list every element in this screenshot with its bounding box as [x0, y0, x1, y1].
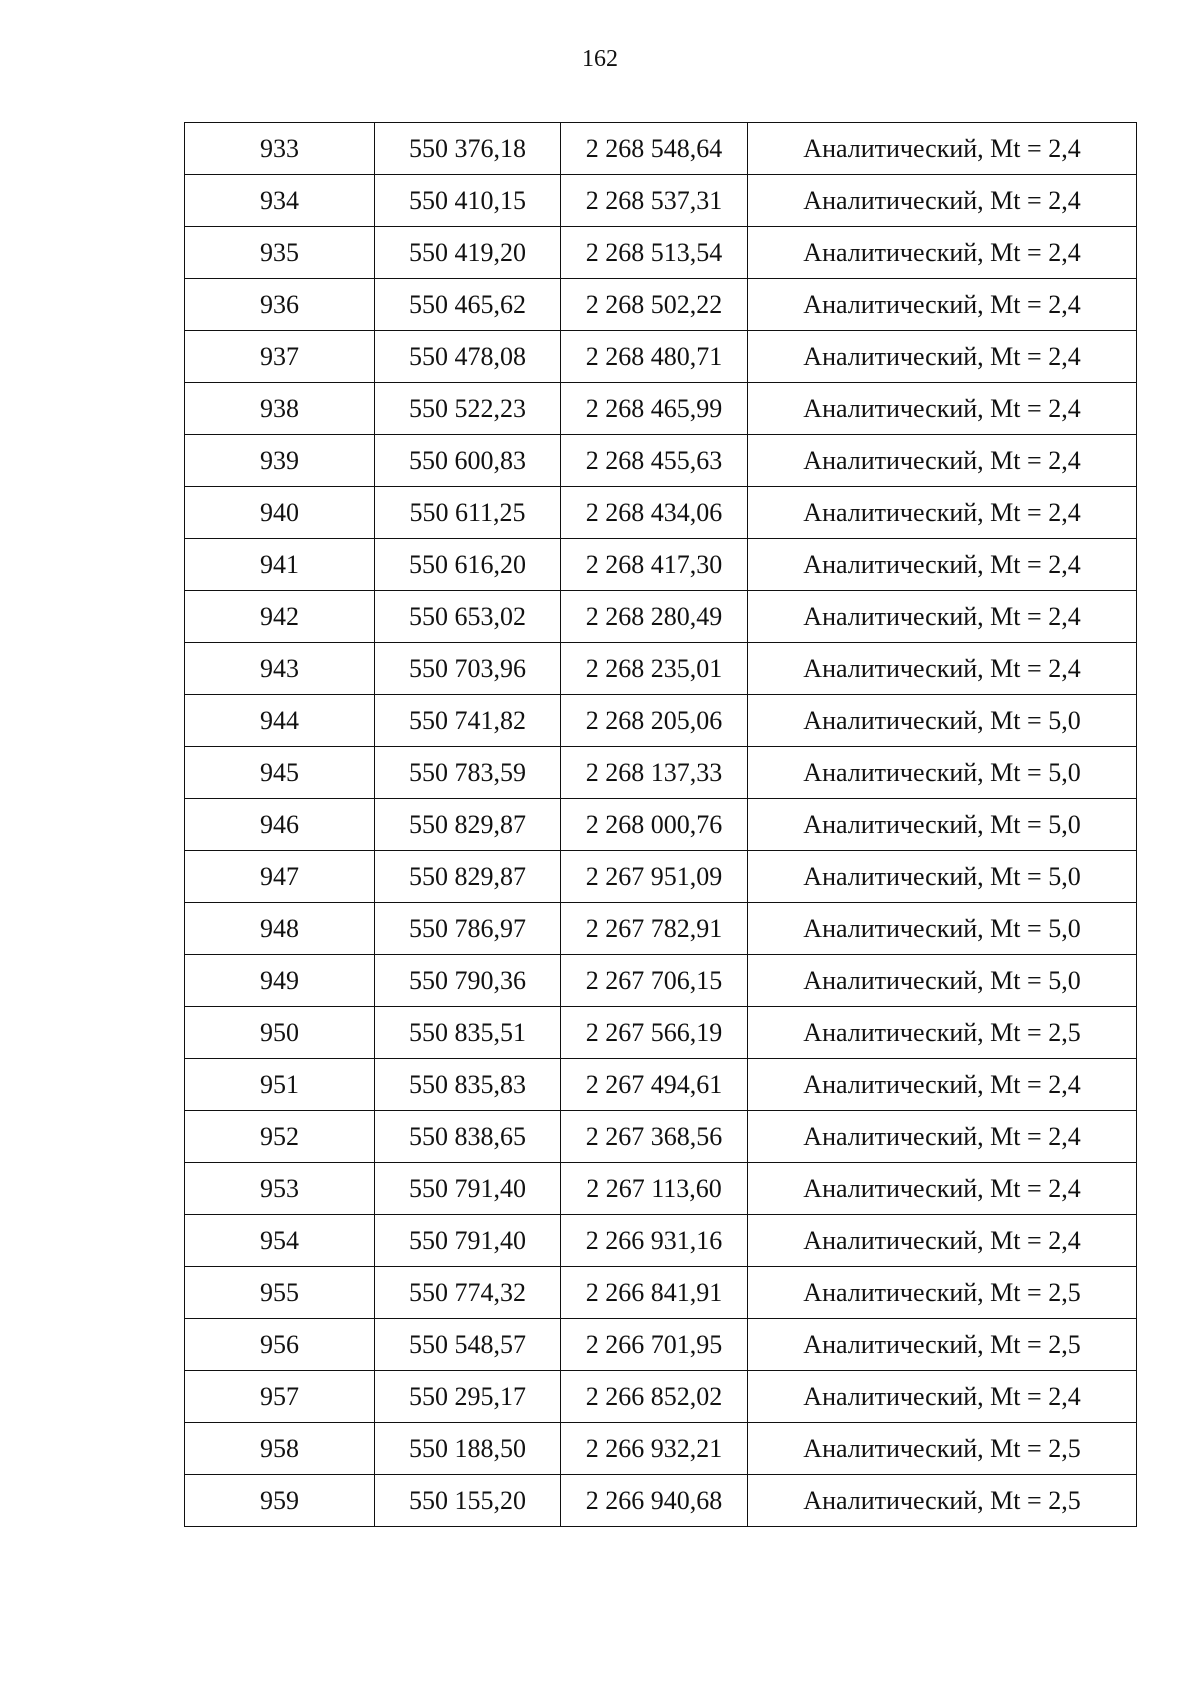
y-coordinate-cell: 2 266 852,02 — [561, 1371, 748, 1423]
method-cell: Аналитический, Mt = 2,4 — [748, 383, 1137, 435]
table-row — [185, 123, 1137, 175]
point-number-cell: 953 — [185, 1163, 375, 1215]
x-coordinate-cell: 550 791,40 — [375, 1163, 561, 1215]
x-coordinate-cell: 550 838,65 — [375, 1111, 561, 1163]
method-cell: Аналитический, Mt = 2,4 — [748, 123, 1137, 175]
method-cell: Аналитический, Mt = 2,4 — [748, 1215, 1137, 1267]
y-coordinate-cell: 2 267 782,91 — [561, 903, 748, 955]
table-row — [185, 539, 1137, 591]
point-number-cell: 945 — [185, 747, 375, 799]
point-number-cell: 942 — [185, 591, 375, 643]
y-coordinate-cell: 2 267 951,09 — [561, 851, 748, 903]
x-coordinate-cell: 550 548,57 — [375, 1319, 561, 1371]
method-cell: Аналитический, Mt = 2,4 — [748, 331, 1137, 383]
table-row — [185, 955, 1137, 1007]
y-coordinate-cell: 2 268 417,30 — [561, 539, 748, 591]
x-coordinate-cell: 550 522,23 — [375, 383, 561, 435]
point-number-cell: 951 — [185, 1059, 375, 1111]
y-coordinate-cell: 2 267 494,61 — [561, 1059, 748, 1111]
page-number: 162 — [582, 46, 618, 72]
coordinates-table — [184, 122, 1137, 1527]
x-coordinate-cell: 550 295,17 — [375, 1371, 561, 1423]
x-coordinate-cell: 550 478,08 — [375, 331, 561, 383]
table-row — [185, 1007, 1137, 1059]
x-coordinate-cell: 550 410,15 — [375, 175, 561, 227]
x-coordinate-cell: 550 703,96 — [375, 643, 561, 695]
y-coordinate-cell: 2 266 932,21 — [561, 1423, 748, 1475]
x-coordinate-cell: 550 829,87 — [375, 851, 561, 903]
x-coordinate-cell: 550 600,83 — [375, 435, 561, 487]
point-number-cell: 954 — [185, 1215, 375, 1267]
x-coordinate-cell: 550 155,20 — [375, 1475, 561, 1527]
y-coordinate-cell: 2 266 701,95 — [561, 1319, 748, 1371]
point-number-cell: 934 — [185, 175, 375, 227]
method-cell: Аналитический, Mt = 2,5 — [748, 1475, 1137, 1527]
table-row — [185, 383, 1137, 435]
method-cell: Аналитический, Mt = 2,4 — [748, 1371, 1137, 1423]
table-row — [185, 1215, 1137, 1267]
y-coordinate-cell: 2 268 280,49 — [561, 591, 748, 643]
x-coordinate-cell: 550 376,18 — [375, 123, 561, 175]
table-row — [185, 903, 1137, 955]
method-cell: Аналитический, Mt = 5,0 — [748, 799, 1137, 851]
y-coordinate-cell: 2 267 368,56 — [561, 1111, 748, 1163]
method-cell: Аналитический, Mt = 2,4 — [748, 487, 1137, 539]
table-row — [185, 175, 1137, 227]
table-row — [185, 1319, 1137, 1371]
table-row — [185, 851, 1137, 903]
x-coordinate-cell: 550 791,40 — [375, 1215, 561, 1267]
y-coordinate-cell: 2 268 000,76 — [561, 799, 748, 851]
point-number-cell: 955 — [185, 1267, 375, 1319]
y-coordinate-cell: 2 268 455,63 — [561, 435, 748, 487]
y-coordinate-cell: 2 268 502,22 — [561, 279, 748, 331]
point-number-cell: 956 — [185, 1319, 375, 1371]
point-number-cell: 941 — [185, 539, 375, 591]
table-row — [185, 227, 1137, 279]
method-cell: Аналитический, Mt = 2,4 — [748, 539, 1137, 591]
point-number-cell: 937 — [185, 331, 375, 383]
point-number-cell: 952 — [185, 1111, 375, 1163]
method-cell: Аналитический, Mt = 5,0 — [748, 695, 1137, 747]
table-row — [185, 487, 1137, 539]
point-number-cell: 959 — [185, 1475, 375, 1527]
point-number-cell: 949 — [185, 955, 375, 1007]
method-cell: Аналитический, Mt = 5,0 — [748, 955, 1137, 1007]
x-coordinate-cell: 550 611,25 — [375, 487, 561, 539]
point-number-cell: 950 — [185, 1007, 375, 1059]
point-number-cell: 935 — [185, 227, 375, 279]
y-coordinate-cell: 2 266 931,16 — [561, 1215, 748, 1267]
table-row — [185, 1423, 1137, 1475]
method-cell: Аналитический, Mt = 2,5 — [748, 1423, 1137, 1475]
x-coordinate-cell: 550 653,02 — [375, 591, 561, 643]
x-coordinate-cell: 550 783,59 — [375, 747, 561, 799]
x-coordinate-cell: 550 188,50 — [375, 1423, 561, 1475]
y-coordinate-cell: 2 268 513,54 — [561, 227, 748, 279]
table-row — [185, 591, 1137, 643]
table-row — [185, 747, 1137, 799]
method-cell: Аналитический, Mt = 2,5 — [748, 1319, 1137, 1371]
y-coordinate-cell: 2 267 113,60 — [561, 1163, 748, 1215]
x-coordinate-cell: 550 786,97 — [375, 903, 561, 955]
y-coordinate-cell: 2 266 841,91 — [561, 1267, 748, 1319]
method-cell: Аналитический, Mt = 5,0 — [748, 747, 1137, 799]
x-coordinate-cell: 550 835,83 — [375, 1059, 561, 1111]
method-cell: Аналитический, Mt = 2,4 — [748, 175, 1137, 227]
x-coordinate-cell: 550 419,20 — [375, 227, 561, 279]
point-number-cell: 947 — [185, 851, 375, 903]
table-row — [185, 1111, 1137, 1163]
table-row — [185, 279, 1137, 331]
method-cell: Аналитический, Mt = 5,0 — [748, 903, 1137, 955]
point-number-cell: 958 — [185, 1423, 375, 1475]
table-row — [185, 435, 1137, 487]
x-coordinate-cell: 550 616,20 — [375, 539, 561, 591]
y-coordinate-cell: 2 268 480,71 — [561, 331, 748, 383]
y-coordinate-cell: 2 268 537,31 — [561, 175, 748, 227]
point-number-cell: 940 — [185, 487, 375, 539]
x-coordinate-cell: 550 774,32 — [375, 1267, 561, 1319]
y-coordinate-cell: 2 267 566,19 — [561, 1007, 748, 1059]
point-number-cell: 938 — [185, 383, 375, 435]
point-number-cell: 946 — [185, 799, 375, 851]
method-cell: Аналитический, Mt = 5,0 — [748, 851, 1137, 903]
method-cell: Аналитический, Mt = 2,4 — [748, 1059, 1137, 1111]
x-coordinate-cell: 550 465,62 — [375, 279, 561, 331]
table-body — [185, 123, 1137, 1527]
y-coordinate-cell: 2 267 706,15 — [561, 955, 748, 1007]
point-number-cell: 943 — [185, 643, 375, 695]
method-cell: Аналитический, Mt = 2,5 — [748, 1007, 1137, 1059]
point-number-cell: 939 — [185, 435, 375, 487]
point-number-cell: 944 — [185, 695, 375, 747]
table-row — [185, 695, 1137, 747]
table-row — [185, 1059, 1137, 1111]
y-coordinate-cell: 2 268 465,99 — [561, 383, 748, 435]
table-row — [185, 331, 1137, 383]
y-coordinate-cell: 2 266 940,68 — [561, 1475, 748, 1527]
method-cell: Аналитический, Mt = 2,4 — [748, 1111, 1137, 1163]
method-cell: Аналитический, Mt = 2,4 — [748, 643, 1137, 695]
method-cell: Аналитический, Mt = 2,4 — [748, 227, 1137, 279]
table-row — [185, 1475, 1137, 1527]
method-cell: Аналитический, Mt = 2,4 — [748, 1163, 1137, 1215]
table-row — [185, 1267, 1137, 1319]
table-row — [185, 1371, 1137, 1423]
x-coordinate-cell: 550 790,36 — [375, 955, 561, 1007]
method-cell: Аналитический, Mt = 2,4 — [748, 435, 1137, 487]
y-coordinate-cell: 2 268 137,33 — [561, 747, 748, 799]
x-coordinate-cell: 550 741,82 — [375, 695, 561, 747]
table-row — [185, 1163, 1137, 1215]
table-row — [185, 643, 1137, 695]
table-row — [185, 799, 1137, 851]
y-coordinate-cell: 2 268 205,06 — [561, 695, 748, 747]
x-coordinate-cell: 550 835,51 — [375, 1007, 561, 1059]
method-cell: Аналитический, Mt = 2,4 — [748, 591, 1137, 643]
point-number-cell: 936 — [185, 279, 375, 331]
y-coordinate-cell: 2 268 235,01 — [561, 643, 748, 695]
method-cell: Аналитический, Mt = 2,4 — [748, 279, 1137, 331]
method-cell: Аналитический, Mt = 2,5 — [748, 1267, 1137, 1319]
x-coordinate-cell: 550 829,87 — [375, 799, 561, 851]
y-coordinate-cell: 2 268 434,06 — [561, 487, 748, 539]
y-coordinate-cell: 2 268 548,64 — [561, 123, 748, 175]
point-number-cell: 957 — [185, 1371, 375, 1423]
point-number-cell: 933 — [185, 123, 375, 175]
point-number-cell: 948 — [185, 903, 375, 955]
